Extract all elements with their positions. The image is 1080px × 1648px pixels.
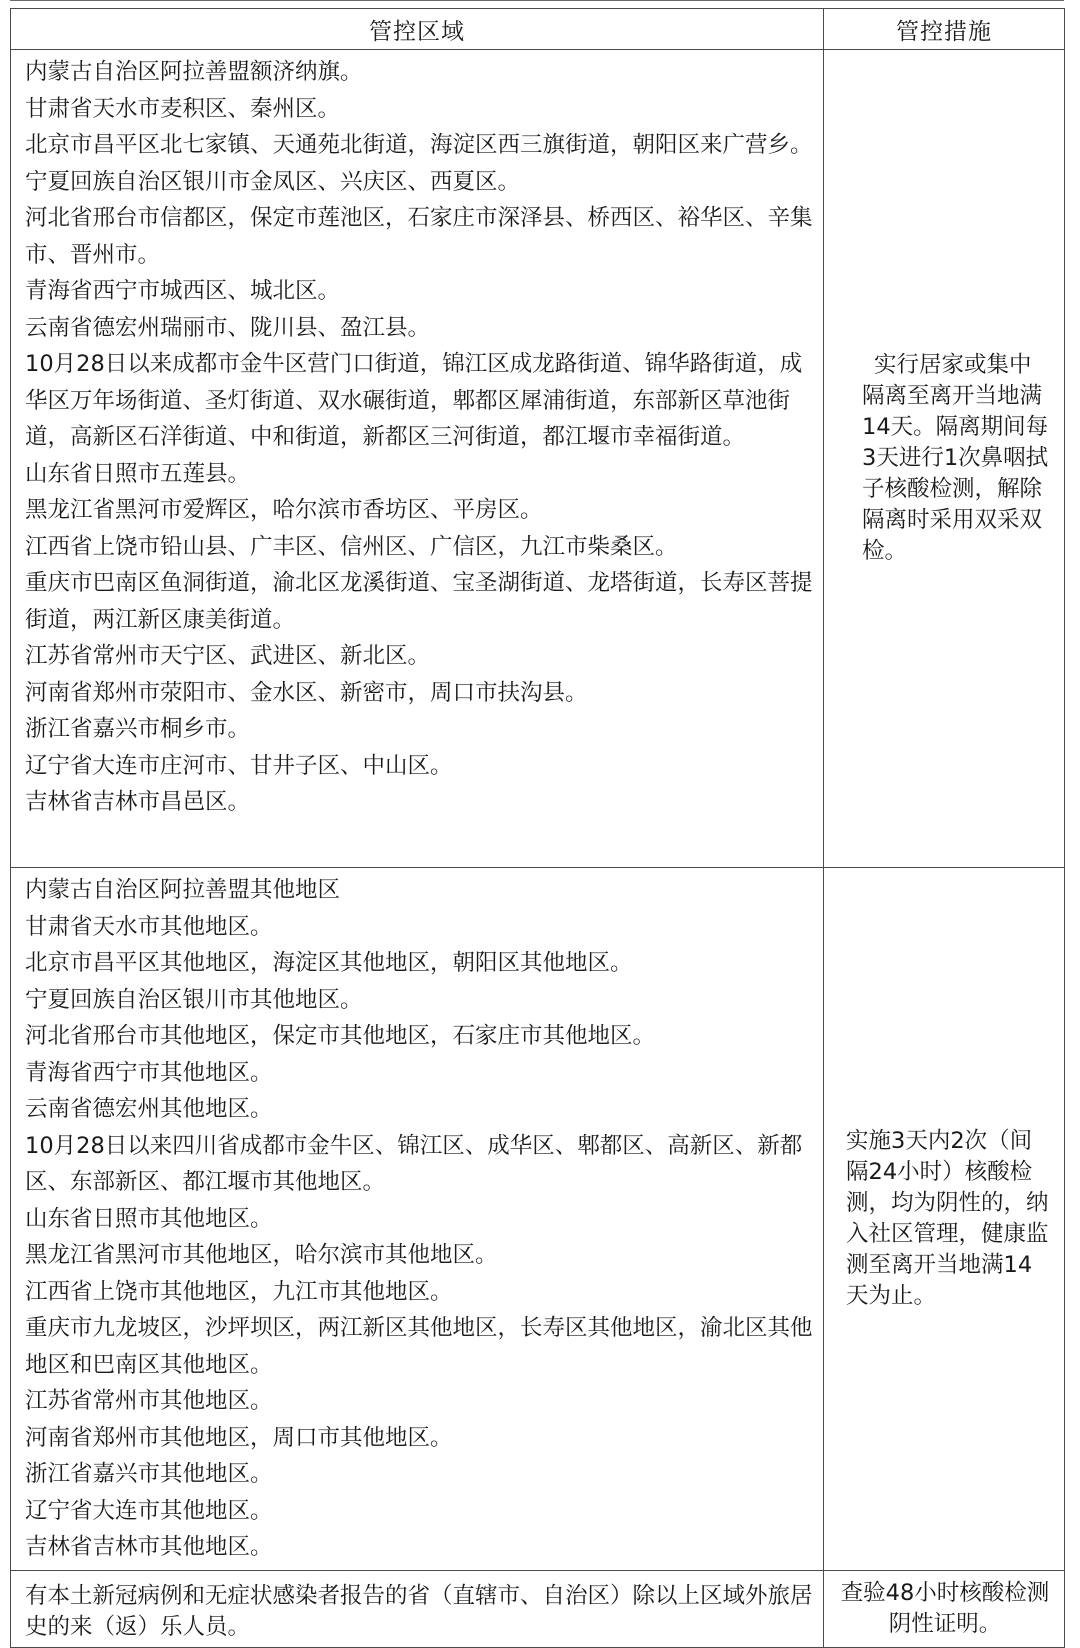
- area-line: 河北省邢台市其他地区，保定市其他地区，石家庄市其他地区。: [25, 1023, 656, 1049]
- area-line: 重庆市巴南区鱼洞街道，渝北区龙溪街道、宝圣湖街道、龙塔街道，长寿区菩提街道，两江新区康美街道。: [25, 570, 813, 633]
- area-line: 云南省德宏州其他地区。: [25, 1096, 273, 1122]
- area-line: 云南省德宏州瑞丽市、陇川县、盈江县。: [25, 314, 431, 341]
- measure-text: 实施3天内2次（间隔24小时）核酸检测，均为阴性的，纳入社区管理，健康监测至离开当地满14天为止。: [846, 1127, 1049, 1309]
- table-row: [11, 868, 1065, 1571]
- table-row: [11, 1570, 1065, 1647]
- area-line: 山东省日照市其他地区。: [25, 1205, 273, 1232]
- area-cell: [11, 868, 824, 1571]
- area-line: 甘肃省天水市其他地区。: [25, 913, 273, 940]
- area-line: 山东省日照市五莲县。: [25, 460, 251, 487]
- area-line: 江西省上饶市铅山县、广丰区、信州区、广信区，九江市柴桑区。: [25, 533, 678, 560]
- area-line: 10月28日以来四川省成都市金牛区、锦江区、成华区、郫都区、高新区、新都区、东部新区、都江堰市其他地区。: [25, 1132, 803, 1195]
- control-measures-table: [10, 8, 1065, 1648]
- area-line: 浙江省嘉兴市其他地区。: [25, 1461, 273, 1487]
- area-line: 江西省上饶市其他地区，九江市其他地区。: [25, 1278, 453, 1305]
- area-line: 黑龙江省黑河市其他地区，哈尔滨市其他地区。: [25, 1242, 498, 1268]
- top-rule: [10, 0, 1064, 1]
- measure-cell: [824, 50, 1065, 868]
- area-line: 青海省西宁市城西区、城北区。: [25, 278, 341, 304]
- table-header-row: [11, 9, 1065, 50]
- area-line: 宁夏回族自治区银川市金凤区、兴庆区、西夏区。: [25, 168, 521, 195]
- measure-text: 查验48小时核酸检测阴性证明。: [840, 1579, 1050, 1637]
- area-line: 10月28日以来成都市金牛区营门口街道，锦江区成龙路街道、锦华路街道，成华区万年场街道、圣灯街道、双水碾街道，郫都区犀浦街道，东部新区草池街道，高新区石洋街道、中和街道，新都区三河街道，都江堰市幸福街道。: [25, 351, 803, 450]
- measure-cell: [824, 868, 1065, 1571]
- area-line: 吉林省吉林市其他地区。: [25, 1534, 273, 1560]
- area-line: 甘肃省天水市麦积区、秦州区。: [25, 95, 341, 122]
- header-measure: 管控措施: [824, 9, 1065, 50]
- area-line: 河北省邢台市信都区，保定市莲池区，石家庄市深泽县、桥西区、裕华区、辛集市、晋州市。: [25, 205, 813, 268]
- area-line: 重庆市九龙坡区，沙坪坝区，两江新区其他地区，长寿区其他地区，渝北区其他地区和巴南区其他地区。: [25, 1315, 813, 1378]
- area-line: 内蒙古自治区阿拉善盟其他地区: [25, 877, 341, 903]
- header-area: 管控区域: [11, 9, 824, 50]
- area-line: 江苏省常州市其他地区。: [25, 1388, 273, 1414]
- area-line: 江苏省常州市天宁区、武进区、新北区。: [25, 643, 431, 669]
- area-line: 吉林省吉林市昌邑区。: [25, 789, 251, 815]
- area-line: 浙江省嘉兴市桐乡市。: [25, 716, 251, 742]
- measure-cell: [824, 1570, 1065, 1647]
- area-line: 黑龙江省黑河市爱辉区，哈尔滨市香坊区、平房区。: [25, 497, 543, 523]
- area-line: 辽宁省大连市庄河市、甘井子区、中山区。: [25, 752, 453, 779]
- area-line: 河南省郑州市其他地区，周口市其他地区。: [25, 1424, 453, 1451]
- area-line: 北京市昌平区其他地区，海淀区其他地区，朝阳区其他地区。: [25, 950, 633, 976]
- area-line: 河南省郑州市荥阳市、金水区、新密市，周口市扶沟县。: [25, 679, 588, 706]
- area-line: 有本土新冠病例和无症状感染者报告的省（直辖市、自治区）除以上区域外旅居史的来（返）乐人员。: [25, 1582, 813, 1640]
- table-row: [11, 50, 1065, 868]
- area-line: 内蒙古自治区阿拉善盟额济纳旗。: [25, 59, 363, 85]
- area-line: 辽宁省大连市其他地区。: [25, 1497, 273, 1524]
- area-line: 青海省西宁市其他地区。: [25, 1059, 273, 1086]
- area-cell: [11, 1570, 824, 1647]
- area-cell: [11, 50, 824, 868]
- area-line: 北京市昌平区北七家镇、天通苑北街道，海淀区西三旗街道，朝阳区来广营乡。: [25, 132, 813, 158]
- area-line: 宁夏回族自治区银川市其他地区。: [25, 986, 363, 1013]
- measure-text: 实行居家或集中隔离至离开当地满14天。隔离期间每3天进行1次鼻咽拭子核酸检测，解除隔离时采用双采双检。: [862, 352, 1049, 564]
